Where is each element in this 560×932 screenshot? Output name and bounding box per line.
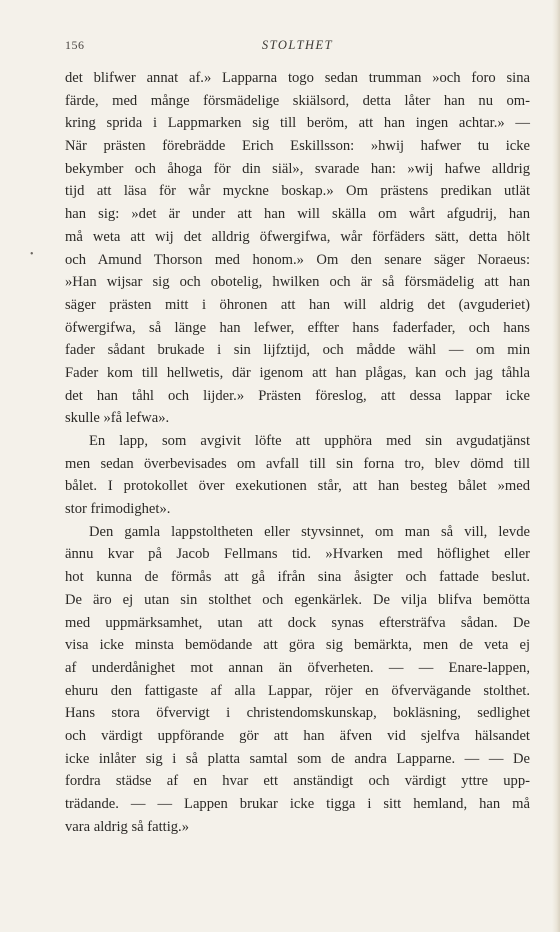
text-line: färde, med månge försmädelige skiälsord, detta låter han nu om- [65, 92, 530, 109]
text-line: och Amund Thorson med honom.» Om den senare säger Noraeus: [65, 251, 530, 268]
text-line: fader sådant brukade i sin lijfztijd, och mådde wähl — om min [65, 342, 530, 359]
page-number: 156 [65, 38, 85, 52]
text-line: det han tåhl och lijder.» Prästen föreslog, att dessa lappar icke [65, 387, 530, 404]
text-line: det blifwer annat af.» Lapparna togo sedan trumman »och foro sina [65, 70, 530, 86]
text-line: kring sprida i Lappmarken sig till beröm, att han ingen achtar.» — [65, 115, 530, 132]
text-line: trädande. — — Lappen brukar icke tigga i sitt hemland, han må [65, 796, 530, 812]
text-line: När prästen förebrädde Erich Eskillsson: »hwij hafwer tu icke [65, 138, 530, 155]
text-line: fordra städse af en hvar ett anständigt och värdigt yttre upp- [65, 773, 530, 790]
text-line: tijd att läsa för wår myckne boskap.» Om prästens predikan utlät [65, 183, 530, 200]
text-line: men sedan överbevisades om avfall till sin forna tro, blev dömd till [65, 455, 530, 472]
text-line: stor frimodighet». [65, 501, 171, 518]
text-line: säger prästen mitt i öhronen att han will aldrig det (avguderiet) [65, 296, 530, 313]
text-line: En lapp, som avgivit löfte att upphöra med sin avgudatjänst [89, 433, 530, 449]
text-line: skulle »få lefwa». [65, 410, 170, 427]
text-line: med uppmärksamhet, utan att dock synas eftersträfva sådan. De [65, 614, 530, 631]
text-line: hot kunna de förmås att gå ifrån sina åsigter och fattade beslut. [65, 569, 530, 586]
body-text [65, 67, 530, 838]
text-line: ehuru den fattigaste af alla Lappar, röjer en öfvervägande stolthet. [65, 682, 530, 699]
text-line: öfwergifwa, så länge han lefwer, effter hans faderfader, och hans [65, 319, 530, 336]
text-line: han sig: »det är under att han will skälla om wårt afgudrij, han [65, 206, 530, 223]
text-line: Den gamla lappstoltheten eller styvsinnet, om man så vill, levde [89, 523, 530, 540]
page-header [65, 38, 530, 58]
text-line: vara aldrig så fattig.» [65, 818, 189, 835]
text-line: bålet. I protokollet över exekutionen står, att han besteg bålet »med [65, 478, 530, 495]
text-line: »Han wijsar sig och obotelig, hwilken och är så försmädelig att han [65, 274, 530, 291]
text-line: icke inlåter sig i så platta samtal som de andra Lapparne. — — De [65, 750, 530, 767]
text-line: må weta att wij det alldrig öfwergifwa, wår förfäders sätt, detta hölt [65, 228, 530, 245]
text-line: Hans stora öfvervigt i christendomskunskap, bokläsning, sedlighet [65, 705, 530, 722]
running-title: STOLTHET [261, 38, 334, 52]
text-line: bekymber och åhoga för din siäl», svarade han: »wij hafwe alldrig [65, 160, 530, 177]
text-line: visa icke minsta bemödande att göra sig bemärkta, men de veta ej [65, 637, 530, 654]
page-edge-shadow [552, 0, 560, 932]
text-line: och värdigt uppförande gör att han äfven vid sjelfva hälsandet [65, 727, 530, 744]
margin-mark: • [30, 249, 34, 260]
text-line: Fader kom till hellwetis, där igenom att han plågas, kan och jag tåhla [65, 364, 530, 381]
text-line: De äro ej utan sin stolthet och egenkärlek. De vilja blifva bemötta [65, 591, 530, 608]
text-line: ännu kvar på Jacob Fellmans tid. »Hvarken med höflighet eller [65, 546, 530, 563]
text-line: af underdånighet mot annan än öfverheten. — — Enare-lappen, [65, 659, 530, 676]
